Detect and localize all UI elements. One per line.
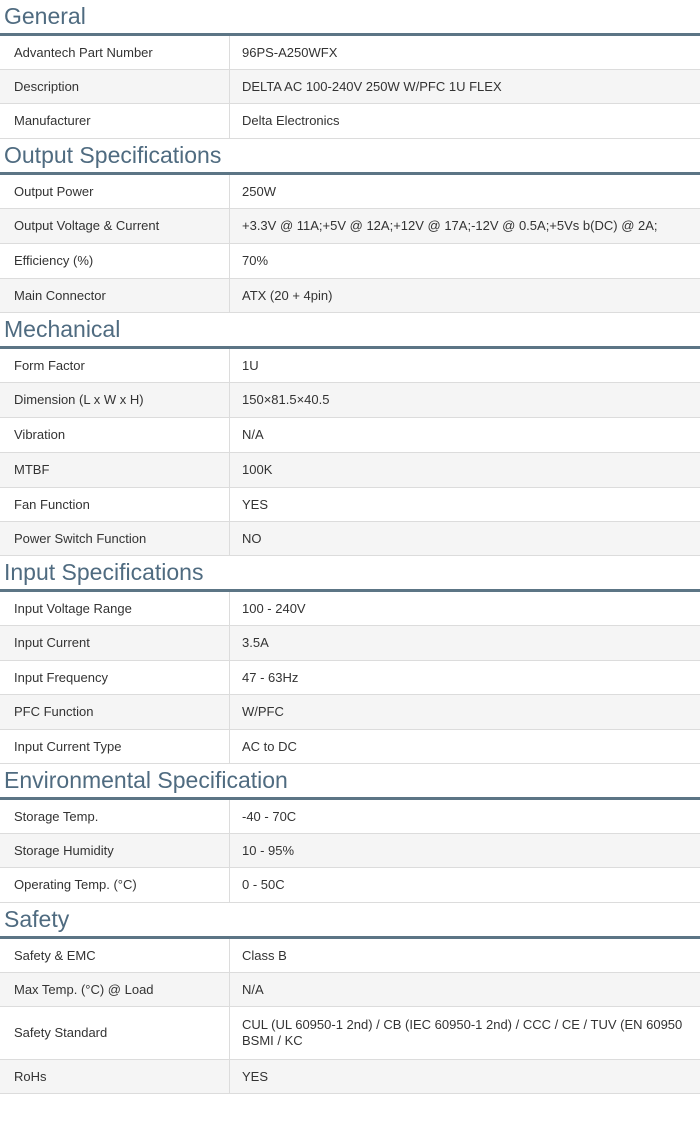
spec-value: YES [242,496,269,512]
spec-row [0,661,700,695]
spec-label: Manufacturer [0,104,230,138]
spec-value: NO [242,530,262,546]
spec-value: 150×81.5×40.5 [242,392,330,407]
spec-row [0,279,700,313]
spec-label: Main Connector [0,279,230,312]
spec-row [0,418,700,453]
spec-row [0,453,700,488]
spec-row [0,244,700,279]
spec-label: Output Voltage & Current [0,209,230,243]
section-1 [0,139,700,313]
spec-label: Efficiency (%) [0,244,230,278]
spec-value: N/A [242,427,264,442]
spec-row [0,36,700,70]
spec-row [0,1007,700,1060]
spec-value: CUL (UL 60950-1 2nd) / CB (IEC 60950-1 2nd) / CCC / CE / TUV (EN 60950 BSMI / KC [242,1017,683,1048]
spec-row [0,939,700,973]
spec-row [0,1060,700,1094]
spec-value: 96PS-A250WFX [242,44,338,60]
spec-row [0,383,700,418]
spec-label: Description [0,70,230,103]
spec-label: RoHs [0,1060,230,1093]
spec-label: MTBF [0,453,230,487]
spec-row [0,488,700,522]
spec-row [0,209,700,244]
spec-label: Input Current [0,626,230,660]
spec-label: Storage Temp. [0,800,230,833]
spec-label: Safety Standard [0,1007,230,1059]
section-2 [0,313,700,556]
spec-value: Delta Electronics [242,113,340,128]
spec-label: PFC Function [0,695,230,729]
section-title: Mechanical [4,316,121,342]
section-title: Environmental Specification [4,767,288,793]
spec-value: 0 - 50C [242,877,285,892]
spec-row [0,522,700,556]
spec-value: ATX (20 + 4pin) [242,287,333,303]
spec-row [0,349,700,383]
spec-value: N/A [242,981,264,997]
section-title: General [4,3,86,29]
section-title: Output Specifications [4,142,222,168]
spec-row [0,973,700,1007]
spec-label: Vibration [0,418,230,452]
spec-value: 3.5A [242,635,269,650]
spec-value: 100 - 240V [242,600,306,616]
spec-value: 1U [242,357,259,373]
spec-label: Safety & EMC [0,939,230,972]
section-5 [0,903,700,1094]
spec-label: Input Voltage Range [0,592,230,625]
spec-row [0,175,700,209]
spec-row [0,834,700,868]
spec-label: Input Frequency [0,661,230,694]
spec-value: W/PFC [242,704,284,719]
spec-value: 70% [242,253,269,268]
spec-row [0,800,700,834]
spec-label: Form Factor [0,349,230,382]
section-title: Safety [4,906,70,932]
section-4 [0,764,700,903]
spec-label: Fan Function [0,488,230,521]
spec-value: 250W [242,183,276,199]
spec-row [0,70,700,104]
spec-label: Operating Temp. (°C) [0,868,230,902]
spec-label: Advantech Part Number [0,36,230,69]
spec-label: Storage Humidity [0,834,230,867]
section-title: Input Specifications [4,559,204,585]
spec-label: Dimension (L x W x H) [0,383,230,417]
section-3 [0,556,700,764]
spec-label: Power Switch Function [0,522,230,555]
spec-row [0,104,700,139]
section-0 [0,0,700,139]
spec-value: YES [242,1068,269,1084]
spec-label: Input Current Type [0,730,230,763]
spec-value: -40 - 70C [242,808,297,824]
spec-value: Class B [242,947,287,963]
spec-label: Output Power [0,175,230,208]
spec-row [0,868,700,903]
spec-value: AC to DC [242,738,297,754]
spec-value: 47 - 63Hz [242,669,299,685]
spec-value: DELTA AC 100-240V 250W W/PFC 1U FLEX [242,78,502,94]
spec-value: 100K [242,462,273,477]
spec-row [0,730,700,764]
spec-row [0,592,700,626]
spec-value: +3.3V @ 11A;+5V @ 12A;+12V @ 17A;-12V @ 0.5A;+5Vs b(DC) @ 2A; [242,218,658,233]
spec-row [0,626,700,661]
spec-row [0,695,700,730]
spec-value: 10 - 95% [242,842,295,858]
spec-label: Max Temp. (°C) @ Load [0,973,230,1006]
